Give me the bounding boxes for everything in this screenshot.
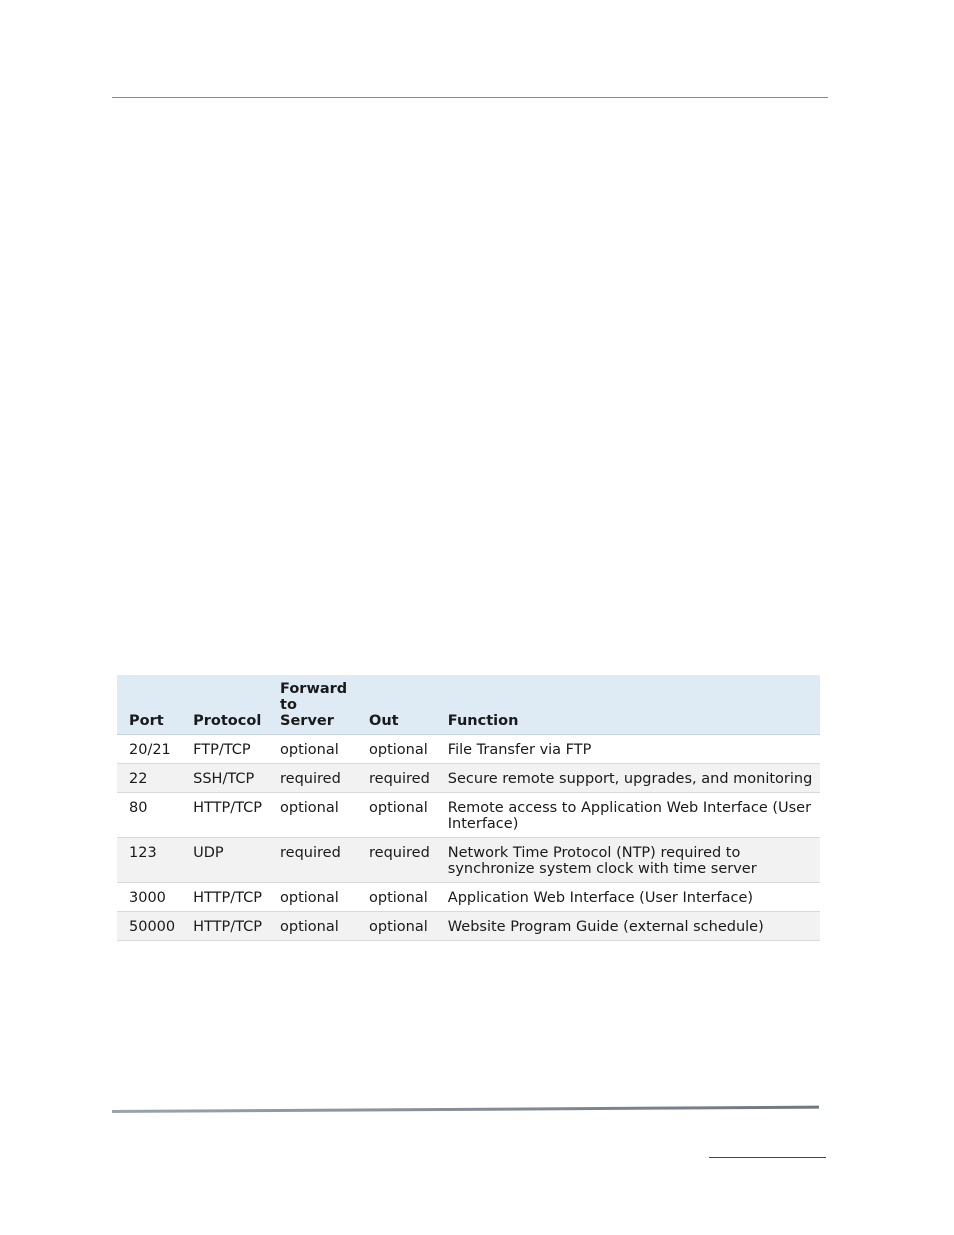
footer-rule xyxy=(112,1106,819,1113)
table-body xyxy=(117,735,820,941)
cell-function: Remote access to Application Web Interface (User Interface) xyxy=(436,793,820,838)
cell-forward: required xyxy=(268,838,357,883)
cell-port: 80 xyxy=(117,793,181,838)
cell-function: Secure remote support, upgrades, and monitoring xyxy=(436,764,820,793)
header-forward-line2: to Server xyxy=(280,697,334,729)
cell-out: optional xyxy=(357,735,436,764)
cell-protocol: UDP xyxy=(181,838,268,883)
cell-protocol: SSH/TCP xyxy=(181,764,268,793)
table-row xyxy=(117,912,820,941)
cell-protocol: HTTP/TCP xyxy=(181,883,268,912)
port-table xyxy=(117,675,820,941)
header-port: Port xyxy=(117,675,181,735)
cell-port: 123 xyxy=(117,838,181,883)
header-row xyxy=(117,675,820,735)
cell-protocol: HTTP/TCP xyxy=(181,793,268,838)
cell-forward: required xyxy=(268,764,357,793)
cell-out: required xyxy=(357,838,436,883)
header-function: Function xyxy=(436,675,820,735)
header-rule xyxy=(112,97,828,98)
cell-protocol: FTP/TCP xyxy=(181,735,268,764)
cell-port: 50000 xyxy=(117,912,181,941)
header-out: Out xyxy=(357,675,436,735)
table-row xyxy=(117,735,820,764)
cell-forward: optional xyxy=(268,883,357,912)
cell-function: File Transfer via FTP xyxy=(436,735,820,764)
cell-port: 3000 xyxy=(117,883,181,912)
page-number-rule xyxy=(709,1157,826,1158)
header-forward-line1: Forward xyxy=(280,681,348,697)
cell-out: optional xyxy=(357,912,436,941)
cell-out: required xyxy=(357,764,436,793)
cell-function: Website Program Guide (external schedule) xyxy=(436,912,820,941)
cell-out: optional xyxy=(357,883,436,912)
table-row xyxy=(117,838,820,883)
table-row xyxy=(117,764,820,793)
cell-forward: optional xyxy=(268,912,357,941)
cell-function: Network Time Protocol (NTP) required to synchronize system clock with time server xyxy=(436,838,820,883)
header-forward-to-server xyxy=(268,675,357,735)
cell-forward: optional xyxy=(268,735,357,764)
cell-out: optional xyxy=(357,793,436,838)
cell-forward: optional xyxy=(268,793,357,838)
table-header xyxy=(117,675,820,735)
cell-port: 20/21 xyxy=(117,735,181,764)
table-row xyxy=(117,793,820,838)
cell-port: 22 xyxy=(117,764,181,793)
cell-protocol: HTTP/TCP xyxy=(181,912,268,941)
table-row xyxy=(117,883,820,912)
cell-function: Application Web Interface (User Interface) xyxy=(436,883,820,912)
header-protocol: Protocol xyxy=(181,675,268,735)
